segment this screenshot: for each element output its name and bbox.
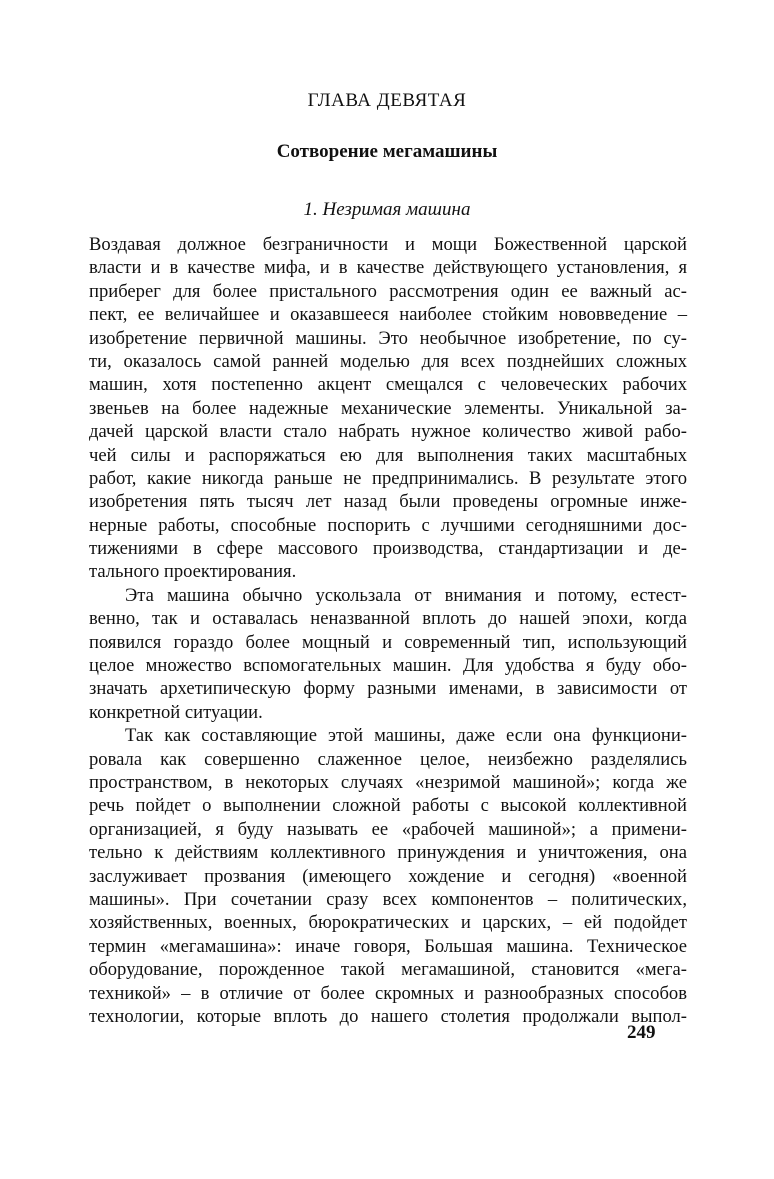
text-line: изобретения пять тысяч лет назад были проведены огромные инже- <box>89 491 687 513</box>
text-line: нерные работы, способные поспорить с лучшими сегодняшними дос- <box>89 514 687 536</box>
text-line: тижениями в сфере массового производства, стандартизации и де- <box>89 538 687 560</box>
text-line: тельно к действиям коллективного принуждения и уничтожения, она <box>89 842 687 864</box>
text-line: хозяйственных, военных, бюрократических и царских, – ей подойдет <box>89 912 687 934</box>
text-line: термин «мегамашина»: иначе говоря, Большая машина. Техническое <box>89 935 687 957</box>
text-line: появился гораздо более мощный и современный тип, использующий <box>89 631 687 653</box>
text-line: заслуживает прозвания (имеющего хождение и сегодня) «военной <box>89 865 687 887</box>
text-line: значать архетипическую форму разными именами, в зависимости от <box>89 678 687 700</box>
text-line: изобретение первичной машины. Это необычное изобретение, по су- <box>89 327 687 349</box>
text-line: венно, так и оставалась неназванной вплоть до нашей эпохи, когда <box>89 608 687 630</box>
text-line: приберег для более пристального рассмотрения один ее важный ас- <box>89 280 687 302</box>
body-text <box>89 233 687 1028</box>
text-line: Эта машина обычно ускользала от внимания и потому, естест- <box>125 584 687 606</box>
text-line: Воздавая должное безграничности и мощи Божественной царской <box>89 234 687 255</box>
chapter-title: Сотворение мегамашины <box>276 141 498 162</box>
paragraph-3 <box>89 724 687 1028</box>
text-line: дачей царской власти стало набрать нужное количество живой рабо- <box>89 421 687 443</box>
text-line: звеньев на более надежные механические элементы. Уникальной за- <box>89 397 687 419</box>
text-line: чей силы и распоряжаться ею для выполнения таких масштабных <box>89 444 687 466</box>
section-title: 1. Незримая машина <box>303 199 471 220</box>
page-number: 249 <box>627 1022 656 1043</box>
text-line: оборудование, порожденное такой мегамашиной, становится «мега- <box>89 959 687 981</box>
text-line: конкретной ситуации. <box>89 701 263 723</box>
text-line: машин, хотя постепенно акцент смещался с человеческих рабочих <box>89 374 687 396</box>
text-line: техникой» – в отличие от более скромных и разнообразных способов <box>89 982 687 1004</box>
text-line: тального проектирования. <box>89 561 297 583</box>
paragraph-2 <box>89 584 687 724</box>
text-line: речь пойдет о выполнении сложной работы с высокой коллективной <box>89 795 687 817</box>
text-line: машины». При сочетании сразу всех компонентов – политических, <box>89 888 687 910</box>
text-line: власти и в качестве мифа, и в качестве действующего установления, я <box>89 257 687 279</box>
text-line: ти, оказалось самой ранней моделью для всех позднейших сложных <box>89 350 687 372</box>
chapter-heading: ГЛАВА ДЕВЯТАЯ <box>307 90 467 111</box>
text-line: пространством, в некоторых случаях «незримой машиной»; когда же <box>89 771 687 793</box>
text-line: ровала как совершенно слаженное целое, неизбежно разделялись <box>89 748 687 770</box>
paragraph-1 <box>89 233 687 584</box>
text-line: технологии, которые вплоть до нашего столетия продолжали выпол- <box>89 1005 687 1027</box>
text-line: целое множество вспомогательных машин. Для удобства я буду обо- <box>89 655 687 677</box>
text-line: организацией, я буду называть ее «рабочей машиной»; а примени- <box>89 818 687 840</box>
text-line: пект, ее величайшее и оказавшееся наиболее стойким нововведение – <box>89 304 687 326</box>
text-line: Так как составляющие этой машины, даже если она функциони- <box>125 725 687 747</box>
text-line: работ, какие никогда раньше не предпринимались. В результате этого <box>89 467 687 489</box>
